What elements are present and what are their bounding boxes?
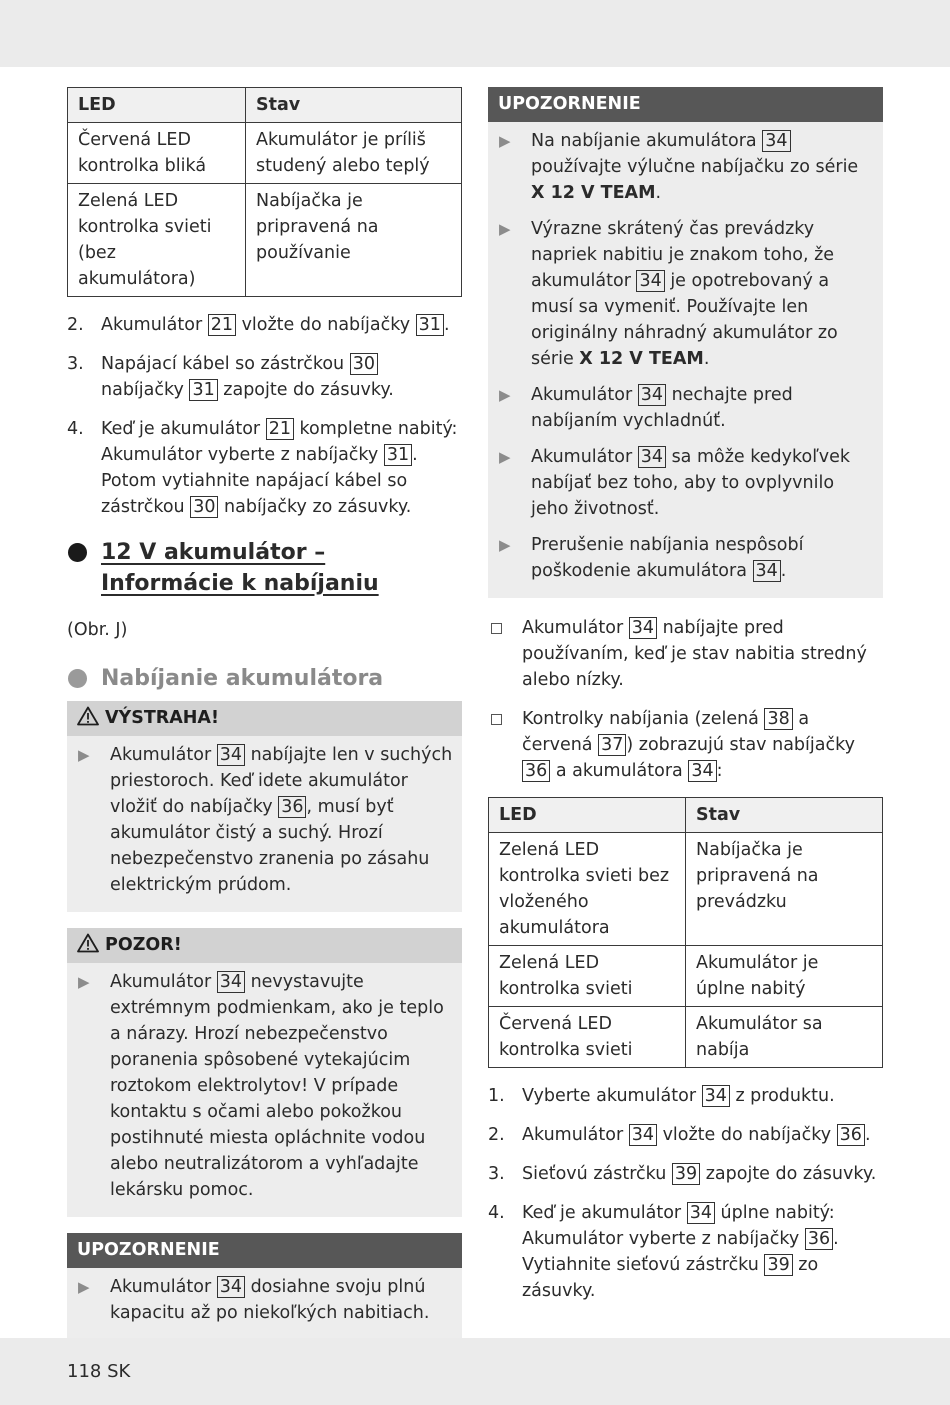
section-heading-12v	[67, 537, 462, 599]
ref-number: 36	[522, 760, 550, 782]
item-text: Kontrolky nabíjania (zelená	[522, 709, 765, 729]
step-text: Keď je akumulátor	[522, 1203, 687, 1223]
arrow-bullet-icon: ▶	[499, 132, 511, 150]
notice-list	[488, 122, 883, 598]
step-number: 4.	[488, 1203, 505, 1223]
table-header-led: LED	[489, 798, 686, 833]
ref-number: 38	[764, 708, 792, 730]
step-number: 2.	[67, 315, 84, 335]
series-name: X 12 V TEAM	[531, 183, 656, 203]
table-cell: Červená LED kontrolka svieti	[489, 1007, 686, 1068]
bullet-dot	[68, 543, 87, 562]
steps-list-right	[488, 1083, 883, 1304]
table-cell: Zelená LED kontrolka svieti bez vloženého akumulátora	[489, 833, 686, 946]
arrow-bullet-icon: ▶	[499, 220, 511, 238]
heading-text: Nabíjanie akumulátora	[101, 666, 384, 691]
led-status-table-1	[67, 87, 462, 297]
notice-title-bar: UPOZORNENIE	[488, 87, 883, 122]
caution-title: POZOR!	[105, 935, 182, 955]
item-text: Akumulátor	[531, 447, 638, 467]
table-header-stav: Stav	[246, 88, 462, 123]
list-item	[488, 1161, 883, 1187]
step-text: Vyberte akumulátor	[522, 1086, 702, 1106]
list-item	[488, 1200, 883, 1304]
step-text: zapojte do zásuvky.	[217, 380, 394, 400]
step-text: úplne nabitý: Akumulátor vyberte z nabíjačky	[522, 1203, 835, 1249]
step-number: 2.	[488, 1125, 505, 1145]
table-row	[68, 123, 462, 184]
list-item	[488, 382, 875, 434]
list-item	[488, 444, 875, 522]
ref-number: 34	[638, 446, 666, 468]
figure-reference: (Obr. J)	[67, 620, 128, 640]
list-item	[488, 128, 875, 206]
ref-number: 34	[636, 270, 664, 292]
step-text: . Potom vytiahnite napájací kábel so zástrčkou	[101, 445, 418, 517]
item-text: nechajte pred nabíjaním vychladnúť.	[531, 385, 793, 431]
ref-number: 39	[672, 1163, 700, 1185]
ref-number: 34	[702, 1085, 730, 1107]
ref-number: 37	[598, 734, 626, 756]
item-text: Akumulátor	[531, 385, 638, 405]
step-text: vložte do nabíjačky	[657, 1125, 837, 1145]
arrow-bullet-icon: ▶	[499, 448, 511, 466]
table-cell: Nabíjačka je pripravená na používanie	[246, 184, 462, 297]
item-text: nabíjajte pred používaním, keď je stav nabitia stredný alebo nízky.	[522, 618, 867, 690]
ref-number: 30	[190, 496, 218, 518]
step-number: 4.	[67, 419, 84, 439]
caution-list	[67, 963, 462, 1217]
ref-number: 34	[753, 560, 781, 582]
step-text: nabíjačky zo zásuvky.	[218, 497, 412, 517]
table-cell: Akumulátor je úplne nabitý	[686, 946, 883, 1007]
step-text: z produktu.	[729, 1086, 835, 1106]
ref-number: 36	[805, 1228, 833, 1250]
steps-list-left	[67, 312, 462, 520]
item-text: je opotrebovaný a musí sa vymeniť. Používajte len originálny náhradný akumulátor zo série	[531, 271, 838, 369]
ref-number: 21	[266, 418, 294, 440]
ref-number: 34	[217, 1276, 245, 1298]
list-item	[488, 615, 883, 693]
step-text: . Vytiahnite sieťovú zástrčku	[522, 1229, 839, 1275]
table-cell: Akumulátor je príliš studený alebo teplý	[246, 123, 462, 184]
step-number: 3.	[488, 1164, 505, 1184]
list-item	[67, 969, 454, 1203]
step-text: .	[864, 1125, 871, 1145]
step-text: zapojte do zásuvky.	[700, 1164, 877, 1184]
table-row	[489, 946, 883, 1007]
list-item	[67, 1274, 454, 1326]
ref-number: 34	[217, 744, 245, 766]
step-text: Akumulátor	[522, 1125, 629, 1145]
ref-number: 34	[629, 617, 657, 639]
list-item	[67, 312, 462, 338]
item-text: Výrazne skrátený čas prevádzky napriek nabitiu je znakom toho, že akumulátor	[531, 219, 835, 291]
step-text: vložte do nabíjačky	[236, 315, 416, 335]
table-row	[489, 1007, 883, 1068]
arrow-bullet-icon: ▶	[499, 386, 511, 404]
step-text: kompletne nabitý: Akumulátor vyberte z nabíjačky	[101, 419, 458, 465]
ref-number: 34	[762, 130, 790, 152]
heading-line: 12 V akumulátor –	[101, 540, 326, 565]
right-column	[488, 87, 883, 1317]
ref-number: 21	[208, 314, 236, 336]
item-text: .	[703, 349, 710, 369]
step-text: Keď je akumulátor	[101, 419, 266, 439]
warning-title-bar	[67, 701, 462, 736]
table-row	[489, 833, 883, 946]
item-text: , musí byť akumulátor čistý a suchý. Hrozí nebezpečenstvo zranenia po zásahu elektrickým prúdom.	[110, 797, 430, 895]
table-cell: Akumulátor sa nabíja	[686, 1007, 883, 1068]
item-text: Akumulátor	[110, 972, 217, 992]
notice-title-bar: UPOZORNENIE	[67, 1233, 462, 1268]
heading-line: Informácie k nabíjaniu	[101, 571, 379, 596]
item-text: nabíjajte len v suchých priestoroch. Keď idete akumulátor vložiť do nabíjačky	[110, 745, 453, 817]
table-cell: Nabíjačka je pripravená na prevádzku	[686, 833, 883, 946]
ref-number: 30	[350, 353, 378, 375]
step-text: Napájací kábel so zástrčkou	[101, 354, 350, 374]
table-header-led: LED	[68, 88, 246, 123]
list-item	[67, 742, 454, 898]
series-name: X 12 V TEAM	[579, 349, 704, 369]
checkbox-square-icon	[491, 623, 502, 634]
step-text: Sieťovú zástrčku	[522, 1164, 672, 1184]
arrow-bullet-icon: ▶	[78, 973, 90, 991]
item-text: :	[716, 761, 723, 781]
step-text: .	[443, 315, 450, 335]
list-item	[67, 351, 462, 403]
ref-number: 31	[416, 314, 444, 336]
warning-triangle-icon	[77, 706, 99, 726]
table-cell: Zelená LED kontrolka svieti	[489, 946, 686, 1007]
item-text: Akumulátor	[110, 1277, 217, 1297]
list-item	[488, 706, 883, 784]
list-item	[67, 416, 462, 520]
ref-number: 34	[629, 1124, 657, 1146]
step-text: zo zásuvky.	[522, 1255, 819, 1301]
item-text: Prerušenie nabíjania nespôsobí poškodenie akumulátora	[531, 535, 804, 581]
item-text: dosiahne svoju plnú kapacitu až po niekoľkých nabitiach.	[110, 1277, 430, 1323]
item-text: a akumulátora	[550, 761, 689, 781]
ref-number: 34	[638, 384, 666, 406]
list-item	[488, 1083, 883, 1109]
caution-title-bar	[67, 928, 462, 963]
checklist	[488, 615, 883, 784]
ref-number: 31	[384, 444, 412, 466]
top-band	[0, 0, 950, 67]
bullet-dot	[68, 669, 87, 688]
ref-number: 34	[688, 760, 716, 782]
item-text: ) zobrazujú stav nabíjačky	[626, 735, 855, 755]
item-text: .	[655, 183, 662, 203]
step-text: nabíjačky	[101, 380, 190, 400]
ref-number: 36	[837, 1124, 865, 1146]
item-text: sa môže kedykoľvek nabíjať bez toho, aby to ovplyvnilo jeho životnosť.	[531, 447, 851, 519]
arrow-bullet-icon: ▶	[78, 1278, 90, 1296]
bottom-band	[0, 1338, 950, 1405]
item-text: Na nabíjanie akumulátora	[531, 131, 763, 151]
step-text: Akumulátor	[101, 315, 208, 335]
section-heading-charging	[67, 663, 462, 694]
ref-number: 39	[764, 1254, 792, 1276]
table-cell: Červená LED kontrolka bliká	[68, 123, 246, 184]
list-item	[488, 532, 875, 584]
ref-number: 34	[217, 971, 245, 993]
warning-triangle-icon	[77, 933, 99, 953]
checkbox-square-icon	[491, 714, 502, 725]
warning-box	[67, 701, 462, 912]
step-number: 1.	[488, 1086, 505, 1106]
step-number: 3.	[67, 354, 84, 374]
item-text: Akumulátor	[110, 745, 217, 765]
item-text: používajte výlučne nabíjačku zo série	[531, 157, 859, 177]
page-number: 118 SK	[67, 1361, 131, 1382]
arrow-bullet-icon: ▶	[499, 536, 511, 554]
warning-list	[67, 736, 462, 912]
notice-box-right	[488, 87, 883, 598]
arrow-bullet-icon: ▶	[78, 746, 90, 764]
ref-number: 36	[278, 796, 306, 818]
table-cell: Zelená LED kontrolka svieti (bez akumulátora)	[68, 184, 246, 297]
left-column	[67, 87, 462, 1402]
caution-box	[67, 928, 462, 1217]
item-text: .	[780, 561, 787, 581]
ref-number: 34	[687, 1202, 715, 1224]
item-text: nevystavujte extrémnym podmienkam, ako je teplo a nárazy. Hrozí nebezpečenstvo poranenia spôsobené vytekajúcim roztokom elektrolytov! V prípade kontaktu s očami alebo pokožkou postihnuté miesta opláchnite vodou alebo neutralizátorom a vyhľadajte lekársku pomoc.	[110, 972, 444, 1200]
item-text: a červená	[522, 709, 810, 755]
item-text: Akumulátor	[522, 618, 629, 638]
table-row	[68, 184, 462, 297]
list-item	[488, 1122, 883, 1148]
warning-title: VÝSTRAHA!	[105, 708, 219, 728]
ref-number: 31	[189, 379, 217, 401]
list-item	[488, 216, 875, 372]
table-header-stav: Stav	[686, 798, 883, 833]
led-status-table-2	[488, 797, 883, 1068]
